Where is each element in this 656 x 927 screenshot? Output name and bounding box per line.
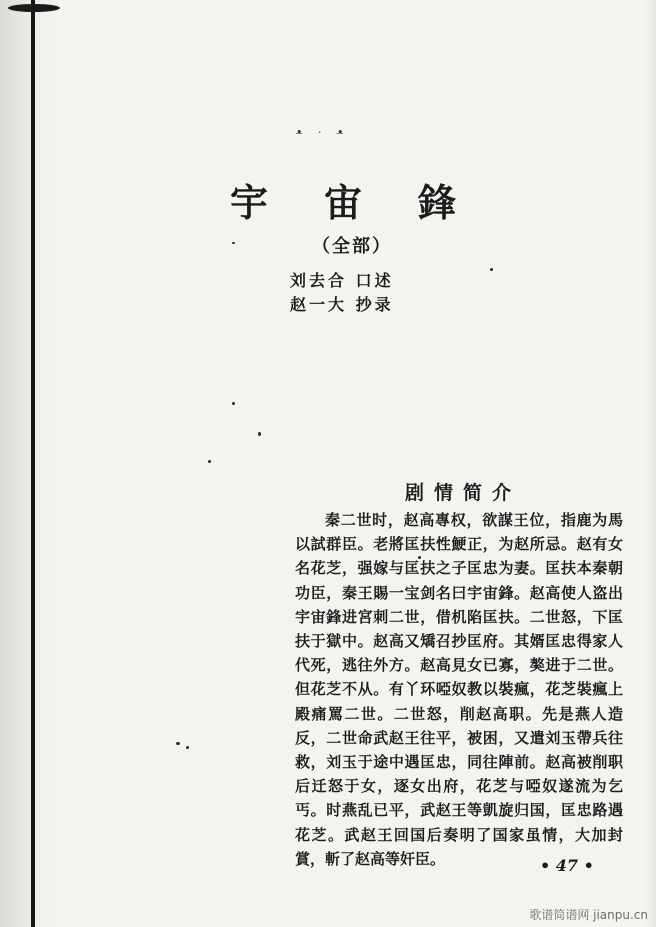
section-heading: 剧情简介 (405, 482, 522, 504)
credit-line-transcriber: 赵一大 抄录 (290, 295, 394, 314)
decorative-mark: •̶ · •̶ (296, 126, 350, 139)
credit-line-narrator: 刘去合 口述 (290, 271, 394, 290)
watermark: 歌谱简谱网 jianpu.cn (529, 908, 648, 922)
binding-clip (8, 4, 60, 12)
page-left-margin (0, 0, 60, 927)
scan-speck (208, 460, 211, 463)
scan-speck (490, 268, 493, 271)
page-subtitle: （全部） (312, 236, 392, 257)
scan-speck (176, 742, 180, 745)
page-title: 宇宙鋒 (230, 180, 513, 225)
binding-line (31, 0, 35, 927)
scan-speck (232, 242, 235, 244)
scan-speck (258, 432, 261, 436)
synopsis-paragraph: 秦二世时，赵高專权，欲謀王位，指鹿为馬以試群臣。老將匡扶性鯁正，为赵所忌。赵有女名花芝，强嫁与匡扶之子匡忠为妻。匡扶本秦朝功臣，秦王賜一宝剑名曰宇宙鋒。赵高使人盗出宇宙鋒进宮刺二世，借机陷匡扶。二世怒，下匡扶于獄中。赵高又矯召抄匡府。其婿匡忠得家人代死，逃往外方。赵高見女已寡，獒进于二世。但花芝不从。有丫环啞奴教以裝瘋，花芝裝瘋上殿痛罵二世。二世怒，削赵高职。先是燕人造反，二世命武赵王往平，被困，又遣刘玉帶兵往救，刘玉于途中遇匡忠，同往陣前。赵高被削职后迁怒于女，逐女出府，花芝与啞奴遂流为乞丐。时燕乱已平，武赵王等凱旋归国，匡忠路遇花芝。武赵王回国后奏明了国家虽情，大加封賞，斬了赵高等奸臣。 (295, 511, 623, 868)
scan-speck (232, 402, 235, 405)
scan-speck (418, 556, 421, 559)
page-number: • 47 • (540, 856, 594, 875)
scan-speck (186, 746, 189, 749)
page-right-edge (644, 0, 656, 927)
